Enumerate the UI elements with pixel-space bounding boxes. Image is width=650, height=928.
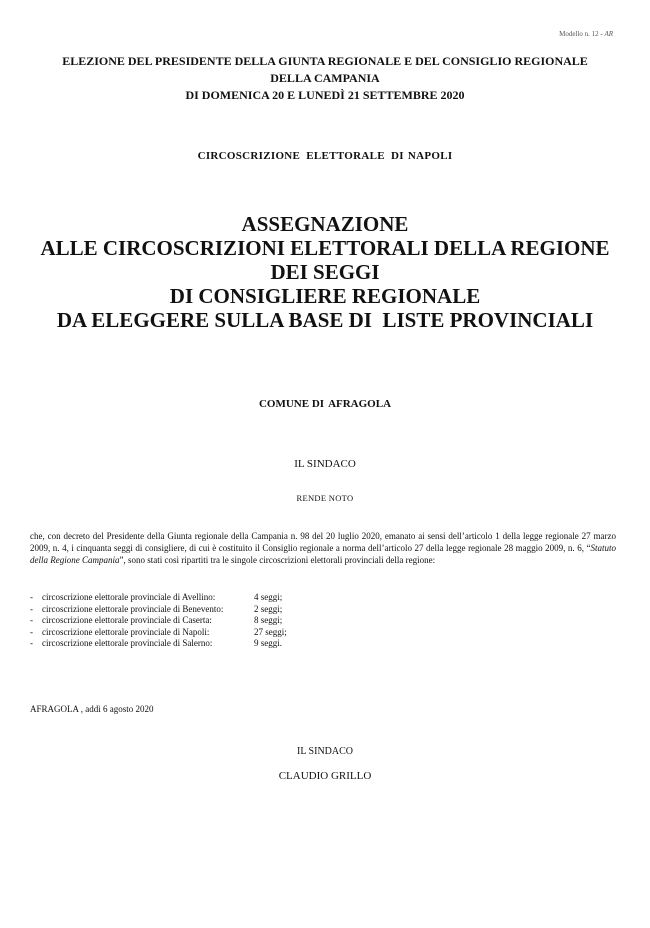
title-line: DEI SEGGI <box>270 260 380 284</box>
place-and-date: AFRAGOLA , addì 6 agosto 2020 <box>30 704 154 714</box>
mayor-heading: IL SINDACO <box>294 458 356 470</box>
seat-count: 2 seggi; <box>254 603 283 614</box>
district-entry: circoscrizione elettorale provinciale di Benevento: <box>42 603 224 614</box>
body-text-part2: ”, sono stati così ripartiti tra le singole circoscrizioni elettorali provinciali della regione: <box>119 555 436 565</box>
seat-count: 27 seggi; <box>254 626 287 637</box>
bullet-dash: - <box>30 592 33 602</box>
district-entry: circoscrizione elettorale provinciale di Caserta: <box>42 615 212 625</box>
electoral-district <box>0 150 650 162</box>
municipality-label: COMUNE DI <box>258 398 325 410</box>
seat-count: 9 seggi. <box>254 638 282 648</box>
district-entry: circoscrizione elettorale provinciale di Salerno: <box>42 638 213 648</box>
seat-count: 8 seggi; <box>254 615 283 625</box>
election-header <box>0 53 650 104</box>
model-code-suffix: AR <box>604 30 613 38</box>
title-line: DA ELEGGERE SULLA BASE DI LISTE PROVINCIALI <box>56 308 594 332</box>
model-code <box>559 30 613 38</box>
bullet-dash: - <box>30 603 33 614</box>
title-line: ALLE CIRCOSCRIZIONI ELETTORALI DELLA REGIONE <box>40 236 610 260</box>
municipality <box>0 398 650 410</box>
seat-allocation-list <box>30 592 314 650</box>
title-line: DI CONSIGLIERE REGIONALE <box>169 284 481 308</box>
list-item <box>30 615 314 627</box>
list-item <box>30 592 314 604</box>
signer-name: CLAUDIO GRILLO <box>278 770 372 782</box>
district-name: NAPOLI <box>407 150 453 162</box>
municipality-name: AFRAGOLA <box>328 398 392 410</box>
header-line: DELLA CAMPANIA <box>270 71 380 85</box>
list-item <box>30 627 314 639</box>
announcement-body <box>30 530 616 566</box>
document-title <box>0 212 650 332</box>
signature-label: IL SINDACO <box>296 746 353 757</box>
bullet-dash: - <box>30 626 33 637</box>
announcement-heading: RENDE NOTO <box>296 493 354 503</box>
list-item <box>30 604 314 616</box>
header-line: DI DOMENICA 20 E LUNEDÌ 21 SETTEMBRE 2020 <box>185 88 465 102</box>
header-line: ELEZIONE DEL PRESIDENTE DELLA GIUNTA REGIONALE E DEL CONSIGLIO REGIONALE <box>62 54 588 68</box>
district-entry: circoscrizione elettorale provinciale di Napoli: <box>42 626 210 637</box>
model-code-prefix: Modello n. 12 - <box>559 30 605 38</box>
body-text-part1: che, con decreto del Presidente della Giunta regionale della Campania n. 98 del 20 luglio 2020, emanato ai sensi dell’articolo 1 della legge regionale 27 marzo 2009, n. 4, i cinquanta seggi di consigliere, di cui è costituito il Consiglio regionale a norma dell’articolo 27 della legge regionale 28 maggio 2009, n. 6, “ <box>30 531 616 553</box>
bullet-dash: - <box>30 615 33 625</box>
statute-title: Statuto della Regione Campania <box>30 543 616 565</box>
title-line: ASSEGNAZIONE <box>241 212 409 236</box>
district-entry: circoscrizione elettorale provinciale di Avellino: <box>42 592 216 602</box>
seat-count: 4 seggi; <box>254 592 283 602</box>
district-label: CIRCOSCRIZIONE ELETTORALE DI <box>197 150 404 162</box>
bullet-dash: - <box>30 638 33 648</box>
list-item <box>30 638 314 650</box>
